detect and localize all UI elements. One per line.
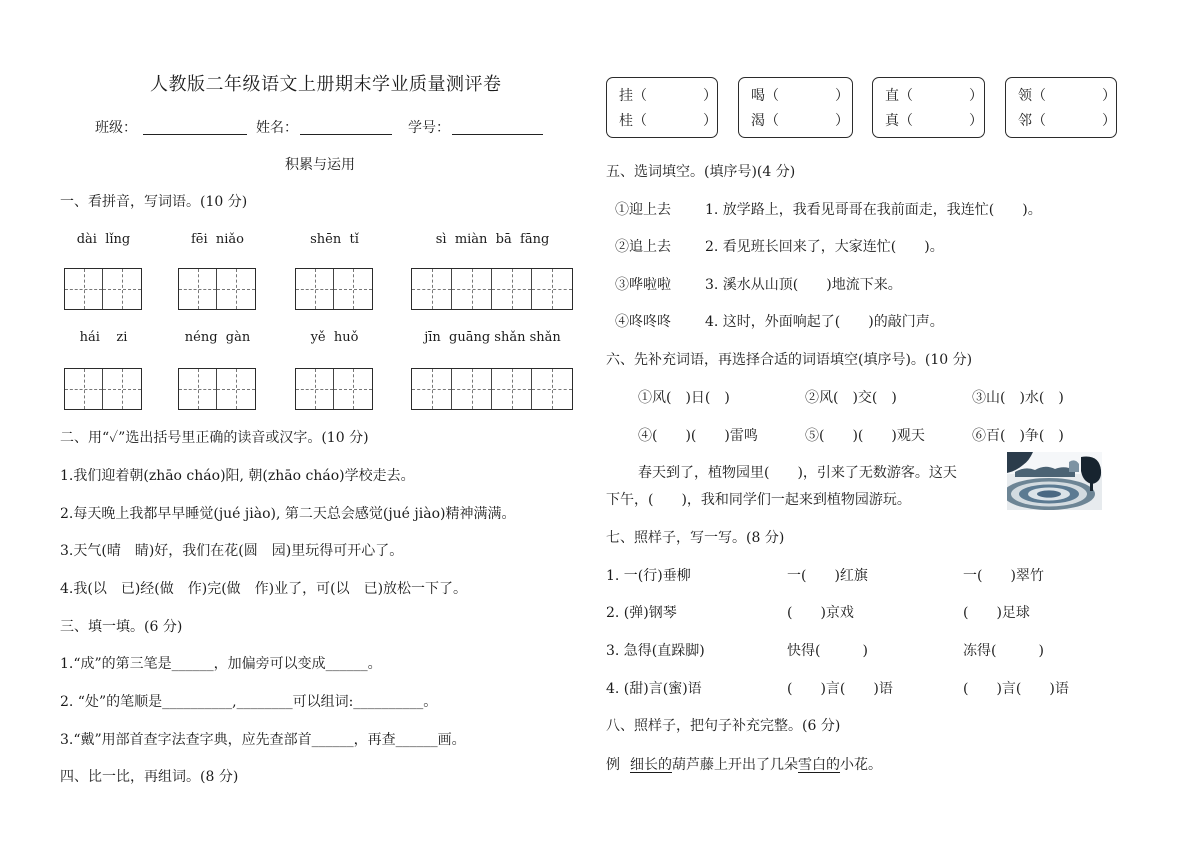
- q5-option: ①迎上去: [615, 202, 671, 218]
- compare-bottom: 真（ ）: [885, 113, 983, 129]
- writing-grid: [178, 368, 256, 410]
- writing-cell: [103, 369, 141, 409]
- q7-example: 1. 一(行)垂柳: [606, 568, 691, 584]
- compare-bottom: 桂（ ）: [619, 113, 717, 129]
- q2-heading: 二、用“✓”选出括号里正确的读音或汉字。(10 分): [60, 430, 369, 446]
- compare-box: [738, 77, 853, 138]
- q2-item: 3.天气(晴 睛)好，我们在花(圆 园)里玩得可开心了。: [60, 543, 404, 559]
- q7-example: 2. (弹)钢琴: [606, 605, 677, 621]
- q6-passage-line: 下午，( )，我和同学们一起来到植物园游玩。: [606, 492, 911, 508]
- q7-example: 4. (甜)言(蜜)语: [606, 681, 702, 697]
- q6-heading: 六、先补充词语，再选择合适的词语填空(填序号)。(10 分): [606, 352, 973, 368]
- writing-grid: [64, 268, 142, 310]
- pinyin-label: sì miàn bā fāng: [435, 232, 550, 247]
- q5-option: ②追上去: [615, 239, 671, 255]
- underlined-phrase: 细长的: [630, 757, 672, 773]
- pinyin-label: jīn guāng shǎn shǎn: [424, 330, 561, 345]
- compare-box: [872, 77, 985, 138]
- garden-photo: [1007, 452, 1102, 510]
- student-id-label: 学号：: [408, 120, 450, 136]
- compare-box: [1005, 77, 1117, 138]
- writing-grid: [178, 268, 256, 310]
- compare-bottom: 渴（ ）: [751, 113, 849, 129]
- pinyin-label: néng gàn: [184, 330, 251, 345]
- name-label: 姓名：: [256, 120, 298, 136]
- q8-heading: 八、照样子，把句子补充完整。(6 分): [606, 718, 841, 734]
- writing-cell: [179, 269, 217, 309]
- writing-cell: [532, 369, 572, 409]
- sentence-part: 小花。: [840, 757, 882, 773]
- pinyin-label: shēn tǐ: [310, 232, 359, 247]
- q4-heading: 四、比一比，再组词。(8 分): [60, 769, 239, 785]
- q6-idiom: ⑤( )( )观天: [805, 428, 925, 444]
- compare-top: 领（ ）: [1018, 88, 1116, 104]
- q5-sentence: 1. 放学路上，我看见哥哥在我前面走，我连忙( )。: [705, 202, 1042, 218]
- compare-box: [606, 77, 718, 138]
- q7-blank-item: ( )言( )语: [963, 681, 1069, 697]
- q1-heading: 一、看拼音，写词语。(10 分): [60, 194, 248, 210]
- writing-cell: [217, 269, 255, 309]
- q7-blank-item: 一( )翠竹: [963, 568, 1044, 584]
- pinyin-label: yě huǒ: [310, 330, 359, 345]
- writing-cell: [452, 369, 492, 409]
- writing-cell: [452, 269, 492, 309]
- q6-passage-line: 春天到了，植物园里( )，引来了无数游客。这天: [638, 465, 957, 481]
- writing-cell: [334, 269, 372, 309]
- student-id-blank: [452, 134, 543, 135]
- writing-cell: [65, 369, 103, 409]
- q2-item: 1.我们迎着朝(zhāo cháo)阳, 朝(zhāo cháo)学校走去。: [60, 468, 415, 484]
- underlined-phrase: 雪白的: [798, 757, 840, 773]
- writing-grid: [295, 368, 373, 410]
- writing-cell: [296, 369, 334, 409]
- q5-option: ③哗啦啦: [615, 277, 671, 293]
- class-label: 班级：: [95, 120, 137, 136]
- writing-grid: [411, 368, 573, 410]
- compare-top: 直（ ）: [885, 88, 983, 104]
- writing-cell: [492, 269, 532, 309]
- q7-heading: 七、照样子，写一写。(8 分): [606, 530, 785, 546]
- q3-item: 3.“戴”用部首查字法查字典，应先查部首______，再查______画。: [60, 732, 466, 748]
- q6-idiom: ②风( )交( ): [805, 390, 897, 406]
- q7-example: 3. 急得(直跺脚): [606, 643, 705, 659]
- q7-blank-item: ( )京戏: [787, 605, 854, 621]
- q5-heading: 五、选词填空。(填序号)(4 分): [606, 164, 796, 180]
- pinyin-label: dài lǐng: [76, 232, 131, 247]
- compare-top: 挂（ ）: [619, 88, 717, 104]
- q7-blank-item: ( )言( )语: [787, 681, 893, 697]
- q6-idiom: ④( )( )雷鸣: [638, 428, 758, 444]
- q3-item: 2. “处”的笔顺是__________,________可以组词:__________。: [60, 694, 438, 710]
- name-blank: [300, 134, 392, 135]
- compare-top: 喝（ ）: [751, 88, 849, 104]
- writing-cell: [334, 369, 372, 409]
- sentence-part: 葫芦藤上开出了几朵: [672, 757, 798, 773]
- q5-sentence: 4. 这时，外面响起了( )的敲门声。: [705, 314, 944, 330]
- writing-cell: [492, 369, 532, 409]
- writing-cell: [296, 269, 334, 309]
- class-blank: [143, 134, 247, 135]
- q8-example-sentence: [606, 756, 882, 774]
- q6-idiom: ①风( )日( ): [638, 390, 730, 406]
- writing-cell: [179, 369, 217, 409]
- exam-title: 人教版二年级语文上册期末学业质量测评卷: [150, 74, 502, 95]
- q7-blank-item: 一( )红旗: [787, 568, 868, 584]
- q7-blank-item: 冻得( ): [963, 643, 1044, 659]
- q3-item: 1.“成”的第三笔是______，加偏旁可以变成______。: [60, 656, 382, 672]
- example-prefix: 例: [606, 757, 620, 773]
- compare-bottom: 邻（ ）: [1018, 113, 1116, 129]
- writing-cell: [412, 269, 452, 309]
- q3-heading: 三、填一填。(6 分): [60, 619, 183, 635]
- pinyin-label: fēi niǎo: [190, 232, 245, 247]
- q5-option: ④咚咚咚: [615, 314, 671, 330]
- q5-sentence: 2. 看见班长回来了，大家连忙( )。: [705, 239, 944, 255]
- q7-blank-item: ( )足球: [963, 605, 1030, 621]
- pinyin-label: hái zi: [79, 330, 128, 345]
- q5-sentence: 3. 溪水从山顶( )地流下来。: [705, 277, 902, 293]
- writing-cell: [103, 269, 141, 309]
- writing-cell: [65, 269, 103, 309]
- writing-cell: [412, 369, 452, 409]
- writing-grid: [411, 268, 573, 310]
- q7-blank-item: 快得( ): [787, 643, 868, 659]
- q2-item: 4.我(以 已)经(做 作)完(做 作)业了，可(以 已)放松一下了。: [60, 581, 468, 597]
- q2-item: 2.每天晚上我都早早睡觉(jué jiào), 第二天总会感觉(jué jiào)精神满满。: [60, 506, 516, 522]
- writing-grid: [295, 268, 373, 310]
- q6-idiom: ⑥百( )争( ): [972, 428, 1064, 444]
- part-title: 积累与运用: [285, 157, 355, 173]
- writing-grid: [64, 368, 142, 410]
- writing-cell: [532, 269, 572, 309]
- writing-cell: [217, 369, 255, 409]
- q6-idiom: ③山( )水( ): [972, 390, 1064, 406]
